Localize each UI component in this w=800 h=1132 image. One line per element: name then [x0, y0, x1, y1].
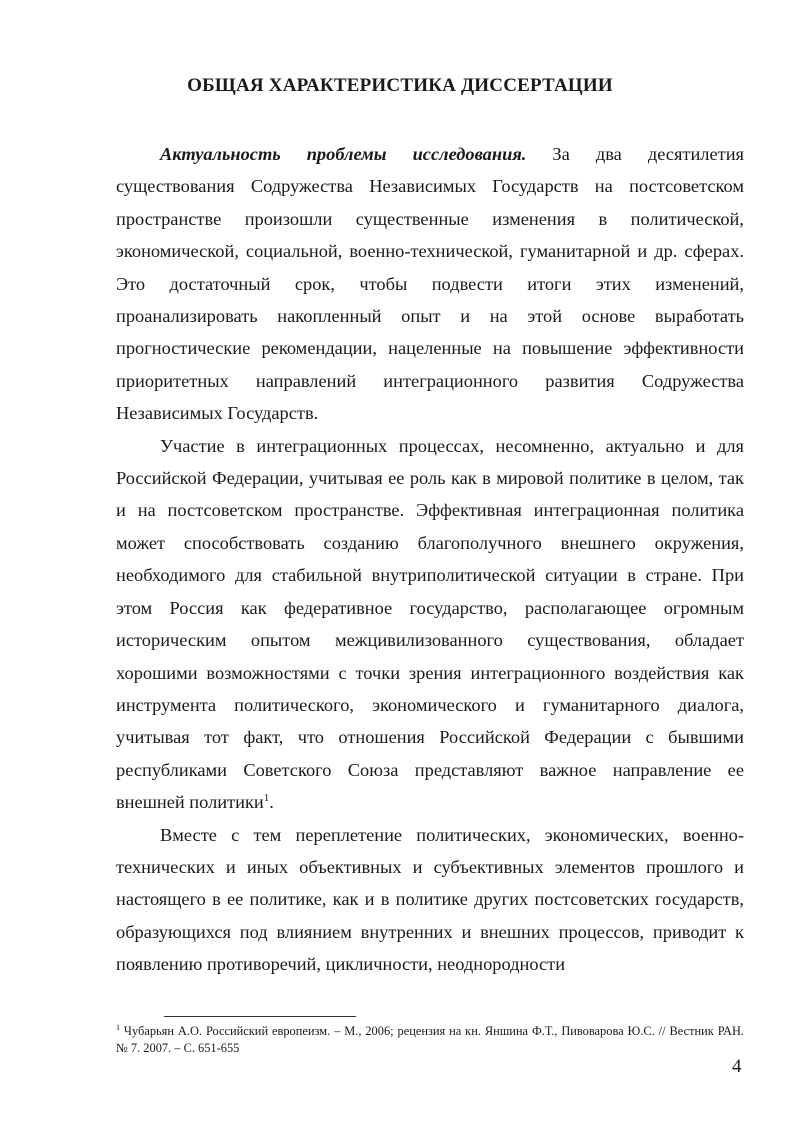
paragraph-2-text: Участие в интеграционных процессах, несомненно, актуально и для Российской Федерации, учитывая ее роль как в мировой политике в целом, так и на постсоветском пространстве. Эффективная интеграционная политика может способствовать созданию благополучного внешнего окружения, необходимого для стабильной внутриполитической ситуации в стране. При этом Россия как федеративное государство, располагающее огромным историческим опытом межцивилизованного существования, обладает хорошими возможностями с точки зрения интеграционного воздействия как инструмента политического, экономического и гуманитарного диалога, учитывая тот факт, что отношения Российской Федерации с бывшими республиками Советского Союза представляют важное направление ее внешней политики [116, 435, 744, 813]
paragraph-3-text: Вместе с тем переплетение политических, экономических, военно-технических и иных объективных и субъективных элементов прошлого и настоящего в ее политике, как и в политике других постсоветских государств, образующихся под влиянием внутренних и внешних процессов, приводит к появлению противоречий, цикличности, неоднородности [116, 824, 744, 975]
document-title: ОБЩАЯ ХАРАКТЕРИСТИКА ДИССЕРТАЦИИ [187, 75, 613, 96]
body-text [116, 138, 744, 981]
footnote-marker: 1 [116, 1023, 120, 1032]
footnote-reference[interactable]: 1 [263, 792, 270, 805]
page-number: 4 [732, 1056, 742, 1077]
paragraph-relevance [116, 138, 744, 430]
section-heading: Актуальность проблемы исследования. [160, 144, 527, 164]
footnote [116, 1023, 744, 1057]
footnote-text: Чубарьян А.О. Российский европеизм. – М., 2006; рецензия на кн. Яншина Ф.Т., Пивоварова Ю.С. // Вестник РАН. № 7. 2007. – С. 651-655 [116, 1024, 744, 1055]
paragraph-contradictions [116, 819, 744, 981]
paragraph-2-end: . [269, 792, 274, 813]
paragraph-participation [116, 430, 744, 819]
paragraph-1-text: За два десятилетия существования Содружества Независимых Государств на постсоветском пространстве произошли существенные изменения в политической, экономической, социальной, военно-технической, гуманитарной и др. сферах. Это достаточный срок, чтобы подвести итоги этих изменений, проанализировать накопленный опыт и на этой основе выработать прогностические рекомендации, нацеленные на повышение эффективности приоритетных направлений интеграционного развития Содружества Независимых Государств. [116, 144, 744, 424]
footnote-divider [164, 1016, 356, 1017]
